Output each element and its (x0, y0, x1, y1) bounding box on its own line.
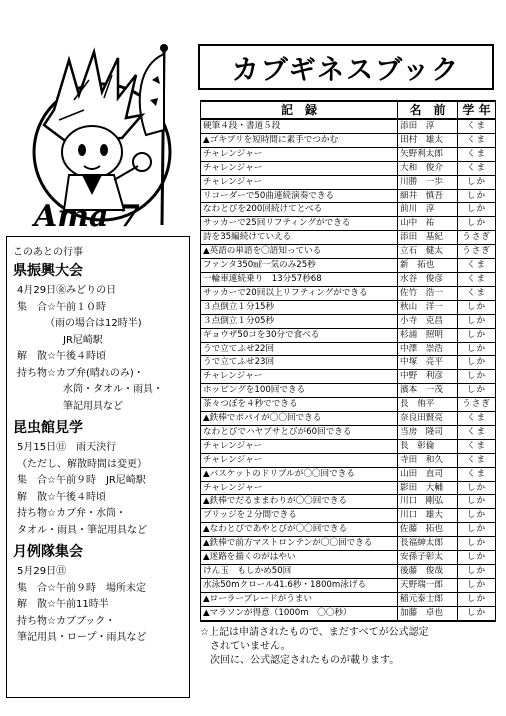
upcoming-events-box (6, 236, 190, 698)
note-line: ☆上記は申請されたもので、まだすべてが公式認定 (200, 627, 429, 638)
name-cell: 水谷 俊彦 (398, 272, 458, 286)
grade-cell: しか (458, 370, 496, 384)
grade-cell: しか (458, 565, 496, 579)
table-row (201, 398, 496, 412)
grade-cell: くま (458, 272, 496, 286)
table-row (201, 161, 496, 175)
grade-cell: しか (458, 175, 496, 189)
record-cell: ブリッジを２分間できる (201, 509, 398, 523)
record-cell: 硬筆４段・書道５段 (201, 119, 398, 133)
event-line: 解 散☆午後４時頃 (17, 351, 106, 362)
table-row (201, 175, 496, 189)
grade-cell: くま (458, 133, 496, 147)
name-cell: 濱本 一茂 (398, 384, 458, 398)
grade-cell: しか (458, 203, 496, 217)
record-cell: チャレンジャー (201, 481, 398, 495)
record-cell: なわとびでハヤブサとびが60回できる (201, 425, 398, 439)
name-cell: 川勝 一歩 (398, 175, 458, 189)
event-line: 解 散☆午後４時頃 (17, 491, 106, 503)
table-row (201, 147, 496, 161)
record-cell: ホッピングを100回できる (201, 384, 398, 398)
record-table (200, 100, 496, 622)
table-row (201, 189, 496, 203)
event-line: 持ち物☆カブ弁(晴れのみ)・ (17, 367, 144, 379)
table-row (201, 523, 496, 537)
record-cell: ファンタ350㎖一気のみ25秒 (201, 259, 398, 273)
event-title: 県振興大会 (13, 263, 83, 279)
grade-cell: しか (458, 300, 496, 314)
grade-cell: くま (458, 286, 496, 300)
table-row (201, 328, 496, 342)
name-cell: 当房 隆司 (398, 425, 458, 439)
name-cell: 小寺 克昌 (398, 314, 458, 328)
table-row (201, 453, 496, 467)
table-row (201, 495, 496, 509)
grade-cell: うさぎ (458, 231, 496, 245)
record-cell: チャレンジャー (201, 370, 398, 384)
name-cell: 山中 祐 (398, 217, 458, 231)
page-title (198, 44, 494, 90)
record-cell: チャレンジャー (201, 147, 398, 161)
record-cell: チャレンジャー (201, 439, 398, 453)
grade-cell: しか (458, 551, 496, 565)
record-cell: 水泳50mクロール41.6秒・1800m泳げる (201, 578, 398, 592)
name-cell: 添田 淳 (398, 119, 458, 133)
grade-cell: くま (458, 259, 496, 273)
name-cell: 天野瑞一郎 (398, 578, 458, 592)
table-row (201, 370, 496, 384)
event-line: 集 合☆午前１０時 (17, 301, 106, 313)
event-line: 解 散☆午前11時半 (17, 599, 109, 610)
table-row (201, 481, 496, 495)
event-line: 5月15日㊐ 雨天決行 (17, 442, 117, 453)
table-row (201, 606, 496, 620)
events-heading: このあとの行事 (13, 247, 83, 258)
record-cell: ▲マラソンが得意（1000m 〇〇秒） (201, 606, 398, 620)
event-title: 昆虫館見学 (13, 420, 83, 436)
record-cell: ▲鉄棒でポパイが〇〇回できる (201, 412, 398, 426)
event-line: 集 合☆午前９時 場所未定 (17, 582, 146, 594)
record-cell: 茶々つぼを４秒でできる (201, 398, 398, 412)
name-cell: 大和 俊介 (398, 161, 458, 175)
event-line: 4月29日㊎みどりの日 (17, 285, 117, 296)
name-cell: 長福紳太郎 (398, 537, 458, 551)
record-cell: ▲鉄棒でだるままわりが〇〇回できる (201, 495, 398, 509)
name-cell: 佐藤 拓也 (398, 523, 458, 537)
name-cell: 川口 雄大 (398, 509, 458, 523)
grade-cell: しか (458, 495, 496, 509)
record-cell: ▲迷路を描くのがはやい (201, 551, 398, 565)
record-cell: 詩を35編続けていえる (201, 231, 398, 245)
grade-cell: くま (458, 412, 496, 426)
table-row (201, 439, 496, 453)
grade-cell: しか (458, 523, 496, 537)
record-cell: チャレンジャー (201, 453, 398, 467)
header-name: 名 前 (398, 101, 458, 119)
event-line: 筆記用具など (63, 400, 123, 412)
record-cell: ▲ローラーブレードがうまい (201, 592, 398, 606)
name-cell: 中澤 崇浩 (398, 342, 458, 356)
name-cell: 山田 直司 (398, 467, 458, 481)
grade-cell: しか (458, 189, 496, 203)
record-table-body (201, 119, 496, 621)
name-cell: 後藤 俊哉 (398, 565, 458, 579)
name-cell: 稲元泰士郎 (398, 592, 458, 606)
event-line: 5月29日㊐ (17, 566, 67, 577)
logo-text: Ama 7 (34, 199, 140, 230)
grade-cell: くま (458, 161, 496, 175)
table-row (201, 245, 496, 259)
name-cell: 長 侑平 (398, 398, 458, 412)
grade-cell: くま (458, 147, 496, 161)
grade-cell: うさぎ (458, 398, 496, 412)
name-cell: 安孫子彰太 (398, 551, 458, 565)
name-cell: 秋山 洋一 (398, 300, 458, 314)
note-line: されていません。 (200, 641, 291, 652)
event-line: （雨の場合は12時半) (45, 318, 142, 329)
name-cell: 中野 利彦 (398, 370, 458, 384)
name-cell: 寺田 和久 (398, 453, 458, 467)
record-cell: サッカーで25回リフティングができる (201, 217, 398, 231)
name-cell: 影田 大輔 (398, 481, 458, 495)
record-cell: ▲なわとびであやとびが〇〇回できる (201, 523, 398, 537)
record-cell: うで立てふせ23回 (201, 356, 398, 370)
table-row (201, 119, 496, 133)
table-row (201, 259, 496, 273)
table-row (201, 425, 496, 439)
record-cell: なわとびを200回続けてとべる (201, 203, 398, 217)
record-cell: リコーダーで50曲連続演奏できる (201, 189, 398, 203)
table-header-row (201, 101, 496, 119)
record-cell: ▲ゴキブリを短時間に素手でつかむ (201, 133, 398, 147)
grade-cell: くま (458, 467, 496, 481)
table-row (201, 272, 496, 286)
table-row (201, 467, 496, 481)
event-line: 筆記用具・ロープ・雨具など (17, 632, 147, 643)
record-cell: 一輪車連続乗り 13分57秒68 (201, 272, 398, 286)
record-cell: ▲鉄棒で前方マストロンテンが〇〇回できる (201, 537, 398, 551)
grade-cell: しか (458, 342, 496, 356)
record-cell: ３点倒立１分15秒 (201, 300, 398, 314)
grade-cell: しか (458, 328, 496, 342)
name-cell: 長 彰倫 (398, 439, 458, 453)
grade-cell: しか (458, 481, 496, 495)
grade-cell: しか (458, 217, 496, 231)
event-line: JR尼崎駅 (63, 334, 103, 346)
name-cell: 前川 淳 (398, 203, 458, 217)
grade-cell: くま (458, 439, 496, 453)
grade-cell: しか (458, 356, 496, 370)
name-cell: 立石 健太 (398, 245, 458, 259)
header-grade: 学 年 (458, 101, 496, 119)
table-row (201, 286, 496, 300)
event-line: 持ち物☆カブ弁・水筒・ (17, 508, 126, 519)
name-cell: 川口 剛弘 (398, 495, 458, 509)
name-cell: 添田 基紀 (398, 231, 458, 245)
table-row (201, 300, 496, 314)
name-cell: 加藤 卓也 (398, 606, 458, 620)
grade-cell: しか (458, 592, 496, 606)
table-row (201, 231, 496, 245)
grade-cell: しか (458, 314, 496, 328)
record-cell: けん玉 もしかめ50回 (201, 565, 398, 579)
record-cell: ▲英語の単語を〇語知っている (201, 245, 398, 259)
name-cell: 中塚 亮平 (398, 356, 458, 370)
event-line: 持ち物☆カブブック・ (17, 615, 116, 627)
record-cell: チャレンジャー (201, 161, 398, 175)
table-row (201, 509, 496, 523)
header-record: 記 録 (201, 101, 398, 119)
event-line: （ただし、解散時間は変更） (17, 458, 147, 470)
event-title: 月例隊集会 (13, 544, 83, 560)
record-cell: チャレンジャー (201, 175, 398, 189)
record-cell: ▲バスケットのドリブルが〇〇回できる (201, 467, 398, 481)
grade-cell: くま (458, 453, 496, 467)
name-cell: 細井 慎吾 (398, 189, 458, 203)
table-row (201, 133, 496, 147)
grade-cell: しか (458, 537, 496, 551)
name-cell: 杉浦 照明 (398, 328, 458, 342)
table-row (201, 592, 496, 606)
record-cell: ギョウザ50コを30分で食べる (201, 328, 398, 342)
event-line: 集 合☆午前９時 JR尼崎駅 (17, 475, 146, 486)
event-line: 水筒・タオル・雨具・ (63, 384, 163, 395)
name-cell: 奈良田賢亮 (398, 412, 458, 426)
name-cell: 佐竹 浩一 (398, 286, 458, 300)
grade-cell: うさぎ (458, 245, 496, 259)
mascot-illustration (14, 40, 184, 230)
table-row (201, 342, 496, 356)
grade-cell: しか (458, 578, 496, 592)
record-cell: ３点倒立１分05秒 (201, 314, 398, 328)
table-row (201, 203, 496, 217)
name-cell: 矢野利太郎 (398, 147, 458, 161)
table-row (201, 217, 496, 231)
table-row (201, 537, 496, 551)
name-cell: 田村 雄太 (398, 133, 458, 147)
note-line: 次回に、公式認定されたものが載ります。 (200, 655, 400, 666)
name-cell: 新 拓也 (398, 259, 458, 273)
grade-cell: しか (458, 384, 496, 398)
table-row (201, 565, 496, 579)
table-row (201, 356, 496, 370)
page-title-text: カブギネスブック (231, 54, 461, 86)
table-row (201, 412, 496, 426)
record-cell: サッカーで20回以上リフティングができる (201, 286, 398, 300)
table-row (201, 578, 496, 592)
grade-cell: くま (458, 119, 496, 133)
table-row (201, 551, 496, 565)
grade-cell: しか (458, 606, 496, 620)
record-cell: うで立てふせ22回 (201, 342, 398, 356)
table-row (201, 314, 496, 328)
grade-cell: しか (458, 509, 496, 523)
certification-note (200, 626, 500, 668)
grade-cell: くま (458, 425, 496, 439)
table-row (201, 384, 496, 398)
event-line: タオル・雨具・筆記用具など (17, 524, 147, 536)
